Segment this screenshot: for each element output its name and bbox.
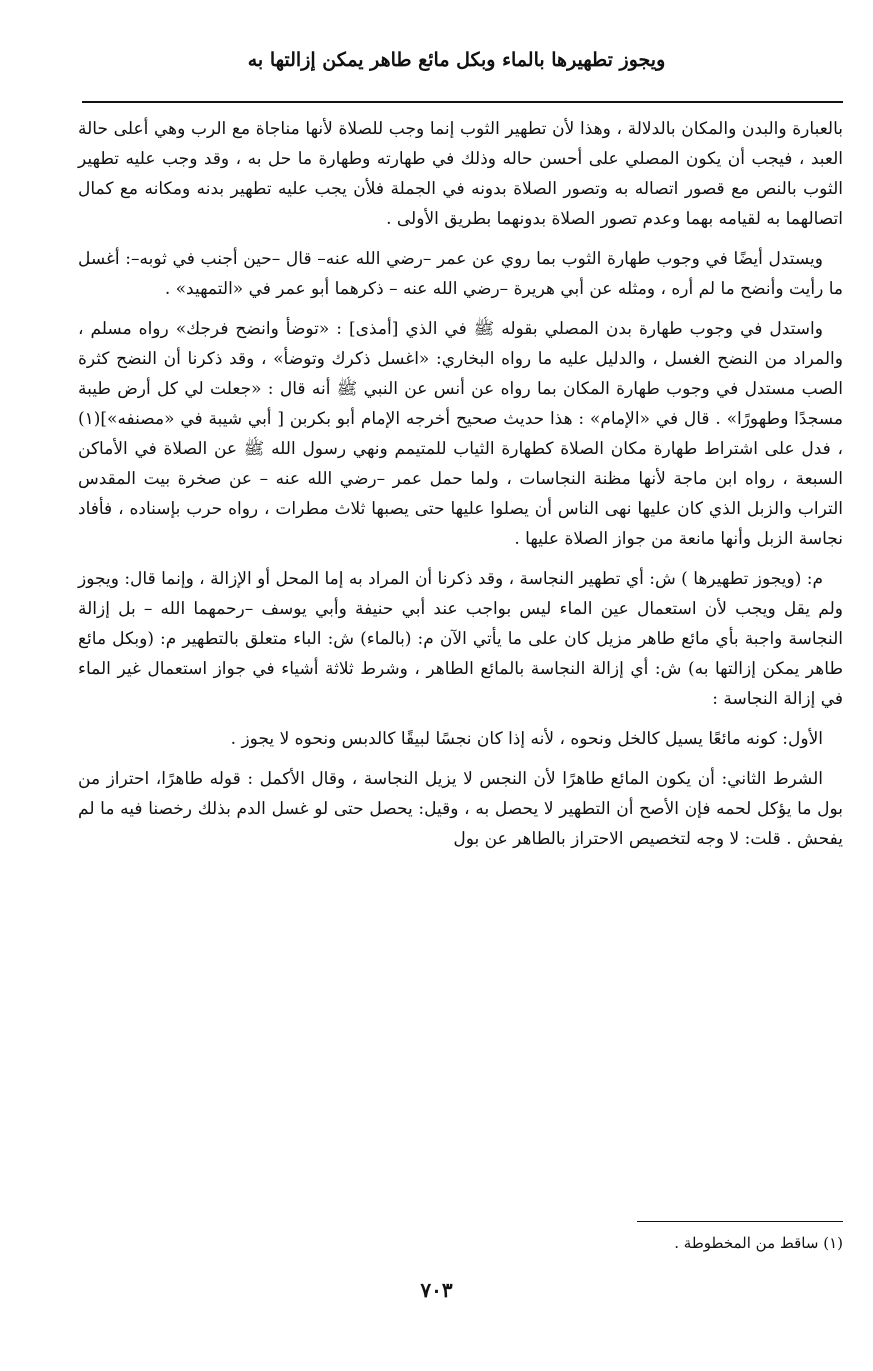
header-rule <box>82 101 843 103</box>
paragraph: م: (ويجوز تطهيرها ) ش: أي تطهير النجاسة ، وقد ذكرنا أن المراد به إما المحل أو الإزالة ، وإنما قال: ويجوز ولم يقل ويجب لأن استعمال عين الماء ليس بواجب عند أبي حنيفة وأبي يوسف –رحمهما الله – بل إزالة النجاسة واجبة بأي مائع طاهر مزيل كان على ما يأتي الآن م: (بالماء) ش: الباء متعلق بالتطهير م: (وبكل مائع طاهر يمكن إزالتها به) ش: أي إزالة النجاسة بالمائع الطاهر ، وشرط ثلاثة أشياء في جواز استعمال غير الماء في إزالة النجاسة : <box>78 569 843 709</box>
page-number: ٧٠٣ <box>420 1278 453 1302</box>
main-text <box>78 114 843 864</box>
paragraph: بالعبارة والبدن والمكان بالدلالة ، وهذا لأن تطهير الثوب إنما وجب للصلاة لأنها مناجاة مع الرب وهي أعلى حالة العبد ، فيجب أن يكون المصلي على أحسن حاله وذلك في طهارته وطهارة ما حل به ، وقد وجب عليه تطهير الثوب بالنص مع قصور اتصاله به وتصور الصلاة بدونه في الجملة فلأن يجب عليه تطهير بدنه ومكانه مع كمال اتصالهما به لقيامه بهما وعدم تصور الصلاة بدونهما بطريق الأولى . <box>78 119 843 229</box>
footnote-rule <box>637 1221 843 1222</box>
paragraph: الأول: كونه مائعًا يسيل كالخل ونحوه ، لأنه إذا كان نجسًا لبيقًا كالدبس ونحوه لا يجوز . <box>230 729 823 749</box>
footnote: (١) ساقط من المخطوطة . <box>674 1234 843 1252</box>
paragraph: واستدل في وجوب طهارة بدن المصلي بقوله ﷺ في الذي [أمذى] : «توضأ وانضح فرجك» رواه مسلم ، والمراد من النضح الغسل ، والدليل عليه ما رواه البخاري: «اغسل ذكرك وتوضأ» ، وقد ذكرنا أن النضح كثرة الصب مستدل في وجوب طهارة المكان بما رواه عن أنس عن النبي ﷺ أنه قال : «جعلت لي كل أرض طيبة مسجدًا وطهورًا» . قال في «الإمام» : هذا حديث صحيح أخرجه الإمام أبو بكربن [ أبي شيبة في «مصنفه»](١) ، فدل على اشتراط طهارة مكان الصلاة كطهارة الثياب للمتيمم ونهي رسول الله ﷺ عن الصلاة في الأماكن السبعة ، رواه ابن ماجة لأنها مظنة النجاسات ، ولما حمل عمر –رضي الله عنه – عن صخرة بيت المقدس التراب والزبل الذي كان عليها نهى الناس أن يصلوا عليها حتى يصبها ثلاث مطرات ، رواه حرب بإسناده ، فأفاد نجاسة الزبل وأنها مانعة من جواز الصلاة عليها . <box>78 319 843 549</box>
running-header: ويجوز تطهيرها بالماء وبكل مائع طاهر يمكن إزالتها به <box>247 49 666 71</box>
paragraph: الشرط الثاني: أن يكون المائع طاهرًا لأن النجس لا يزيل النجاسة ، وقال الأكمل : قوله طاهرًا، احتراز من بول ما يؤكل لحمه فإن الأصح أن التطهير لا يحصل به ، وقيل: يحصل حتى لو غسل الدم بذلك رخصنا فيه ما لم يفحش . قلت: لا وجه لتخصيص الاحتراز بالطاهر عن بول <box>78 769 843 849</box>
paragraph: ويستدل أيضًا في وجوب طهارة الثوب بما روي عن عمر –رضي الله عنه– قال –حين أجنب في ثوبه–: أغسل ما رأيت وأنضح ما لم أره ، ومثله عن أبي هريرة –رضي الله عنه – ذكرهما أبو عمر في «التمهيد» . <box>78 249 843 299</box>
